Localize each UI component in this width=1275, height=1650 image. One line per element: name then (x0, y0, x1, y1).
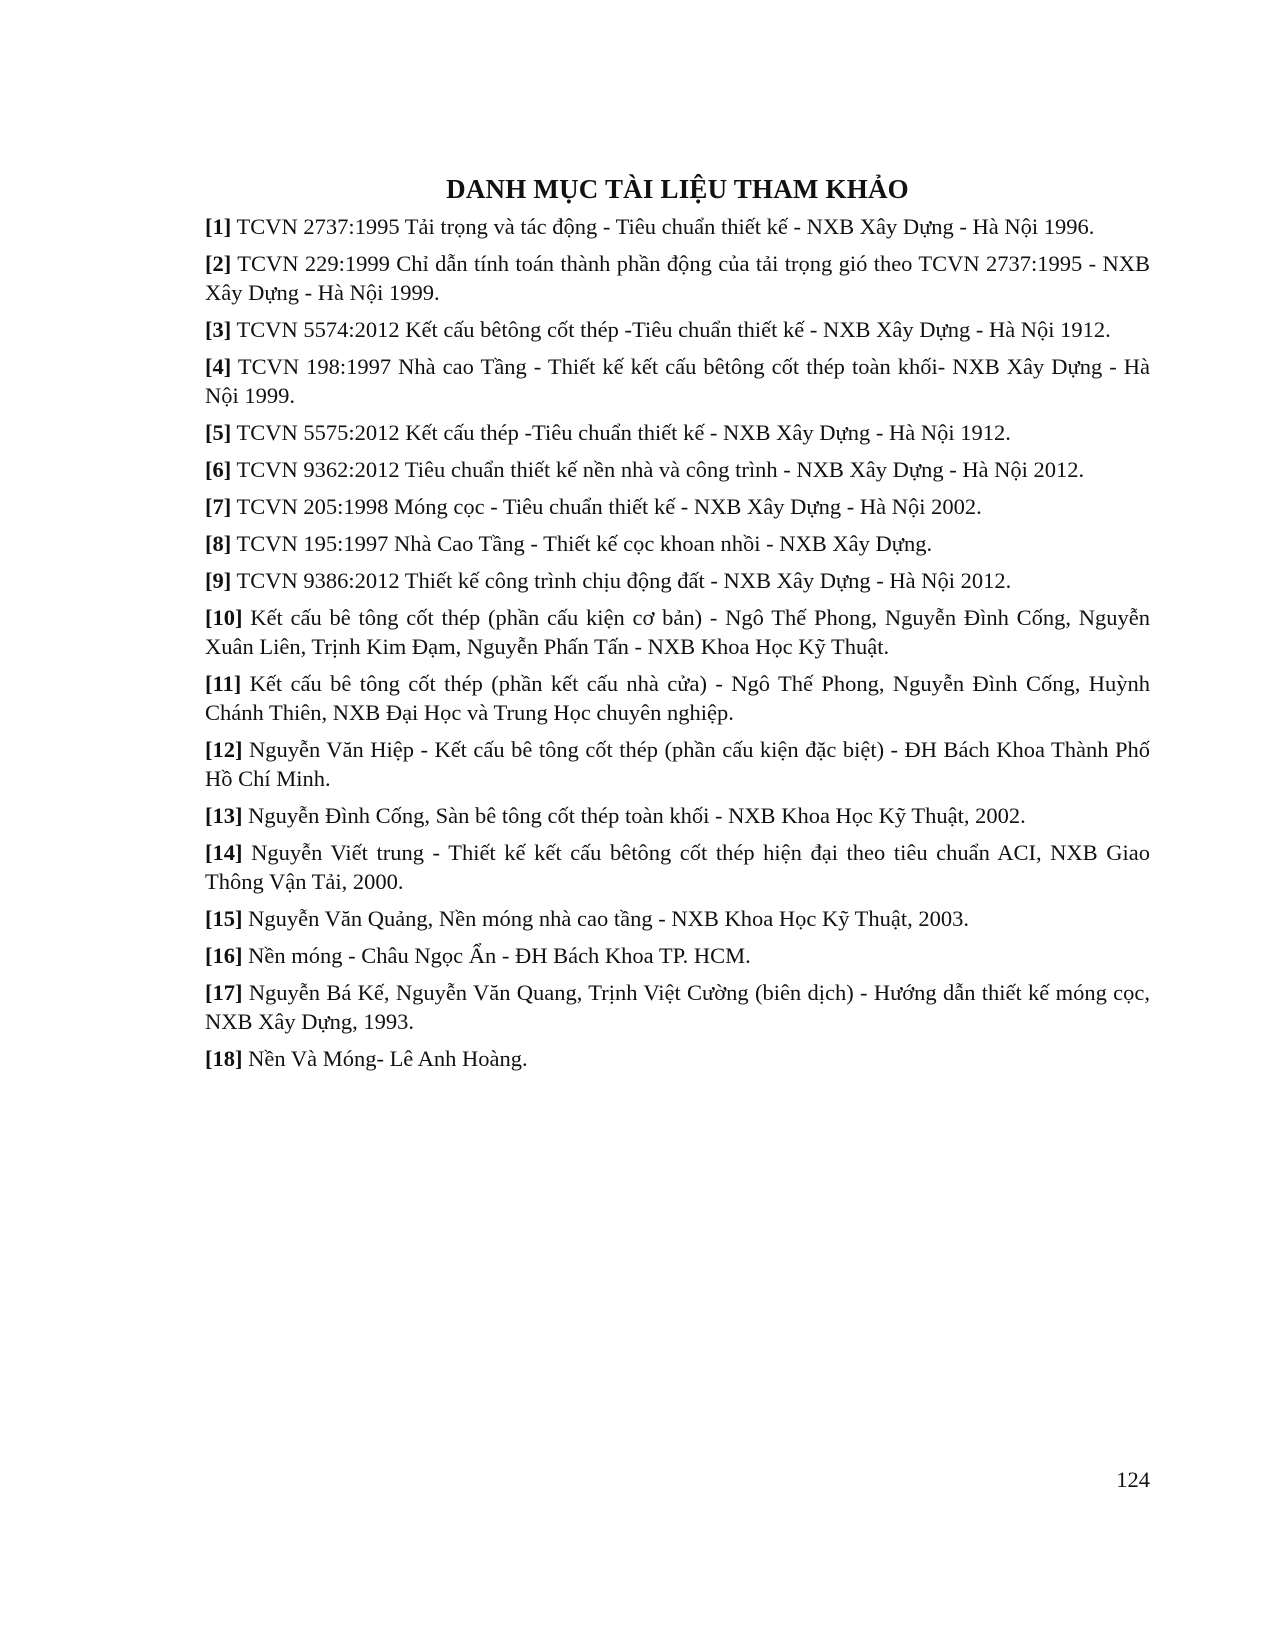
reference-text: TCVN 198:1997 Nhà cao Tầng - Thiết kế kết cấu bêtông cốt thép toàn khối- NXB Xây Dựng - Hà Nội 1999. (205, 354, 1151, 408)
reference-number: [17] (205, 980, 243, 1005)
reference-number: [2] (205, 251, 232, 276)
reference-number: [8] (205, 531, 232, 556)
reference-text: TCVN 2737:1995 Tải trọng và tác động - Tiêu chuẩn thiết kế - NXB Xây Dựng - Hà Nội 1996. (236, 214, 1095, 239)
reference-text: TCVN 195:1997 Nhà Cao Tầng - Thiết kế cọc khoan nhồi - NXB Xây Dựng. (236, 531, 933, 556)
reference-number: [16] (205, 943, 243, 968)
reference-item (205, 1044, 1150, 1073)
reference-number: [9] (205, 568, 232, 593)
reference-number: [12] (205, 737, 243, 762)
reference-item (205, 904, 1150, 933)
reference-number: [7] (205, 494, 232, 519)
reference-text: TCVN 205:1998 Móng cọc - Tiêu chuẩn thiết kế - NXB Xây Dựng - Hà Nội 2002. (236, 494, 982, 519)
reference-number: [3] (205, 317, 232, 342)
reference-text: Nguyễn Văn Quảng, Nền móng nhà cao tầng - NXB Khoa Học Kỹ Thuật, 2003. (248, 906, 970, 931)
reference-item (205, 529, 1150, 558)
reference-list (205, 212, 1150, 1073)
page-title: DANH MỤC TÀI LIỆU THAM KHẢO (446, 174, 909, 204)
reference-number: [5] (205, 420, 232, 445)
reference-text: Nền móng - Châu Ngọc Ẩn - ĐH Bách Khoa TP. HCM. (248, 943, 751, 968)
reference-text: TCVN 9362:2012 Tiêu chuẩn thiết kế nền nhà và công trình - NXB Xây Dựng - Hà Nội 2012. (236, 457, 1085, 482)
reference-item (205, 492, 1150, 521)
reference-item (205, 941, 1150, 970)
reference-item (205, 212, 1150, 241)
reference-number: [10] (205, 605, 243, 630)
reference-text: Nguyễn Viết trung - Thiết kế kết cấu bêtông cốt thép hiện đại theo tiêu chuẩn ACI, NXB Giao Thông Vận Tải, 2000. (205, 840, 1151, 894)
reference-item (205, 603, 1150, 661)
reference-item (205, 735, 1150, 793)
reference-item (205, 249, 1150, 307)
reference-number: [11] (205, 671, 242, 696)
reference-number: [13] (205, 803, 243, 828)
page-number: 124 (1116, 1467, 1150, 1492)
reference-number: [18] (205, 1046, 243, 1071)
reference-text: TCVN 9386:2012 Thiết kế công trình chịu động đất - NXB Xây Dựng - Hà Nội 2012. (236, 568, 1012, 593)
reference-number: [14] (205, 840, 243, 865)
reference-text: Nguyễn Bá Kế, Nguyễn Văn Quang, Trịnh Việt Cường (biên dịch) - Hướng dẫn thiết kế móng cọc, NXB Xây Dựng, 1993. (205, 980, 1150, 1034)
reference-text: Nguyễn Văn Hiệp - Kết cấu bê tông cốt thép (phần cấu kiện đặc biệt) - ĐH Bách Khoa Thành Phố Hồ Chí Minh. (205, 737, 1151, 791)
reference-number: [6] (205, 457, 232, 482)
reference-text: TCVN 5574:2012 Kết cấu bêtông cốt thép -Tiêu chuẩn thiết kế - NXB Xây Dựng - Hà Nội 1912. (236, 317, 1111, 342)
reference-item (205, 455, 1150, 484)
reference-text: Nền Và Móng- Lê Anh Hoàng. (248, 1046, 528, 1071)
reference-number: [4] (205, 354, 232, 379)
reference-number: [1] (205, 214, 232, 239)
reference-item (205, 315, 1150, 344)
reference-item (205, 978, 1150, 1036)
reference-number: [15] (205, 906, 243, 931)
reference-text: Nguyễn Đình Cống, Sàn bê tông cốt thép toàn khối - NXB Khoa Học Kỹ Thuật, 2002. (248, 803, 1026, 828)
reference-item (205, 352, 1150, 410)
document-page (205, 172, 1150, 1081)
reference-text: Kết cấu bê tông cốt thép (phần kết cấu nhà cửa) - Ngô Thế Phong, Nguyễn Đình Cống, Huỳnh Chánh Thiên, NXB Đại Học và Trung Học chuyên nghiệp. (205, 671, 1150, 725)
reference-text: Kết cấu bê tông cốt thép (phần cấu kiện cơ bản) - Ngô Thế Phong, Nguyễn Đình Cống, Nguyễn Xuân Liên, Trịnh Kim Đạm, Nguyễn Phấn Tấn - NXB Khoa Học Kỹ Thuật. (205, 605, 1150, 659)
reference-item (205, 669, 1150, 727)
reference-text: TCVN 5575:2012 Kết cấu thép -Tiêu chuẩn thiết kế - NXB Xây Dựng - Hà Nội 1912. (236, 420, 1011, 445)
reference-text: TCVN 229:1999 Chỉ dẫn tính toán thành phần động của tải trọng gió theo TCVN 2737:1995 - NXB Xây Dựng - Hà Nội 1999. (205, 251, 1151, 305)
reference-item (205, 801, 1150, 830)
reference-item (205, 838, 1150, 896)
reference-item (205, 418, 1150, 447)
reference-item (205, 566, 1150, 595)
